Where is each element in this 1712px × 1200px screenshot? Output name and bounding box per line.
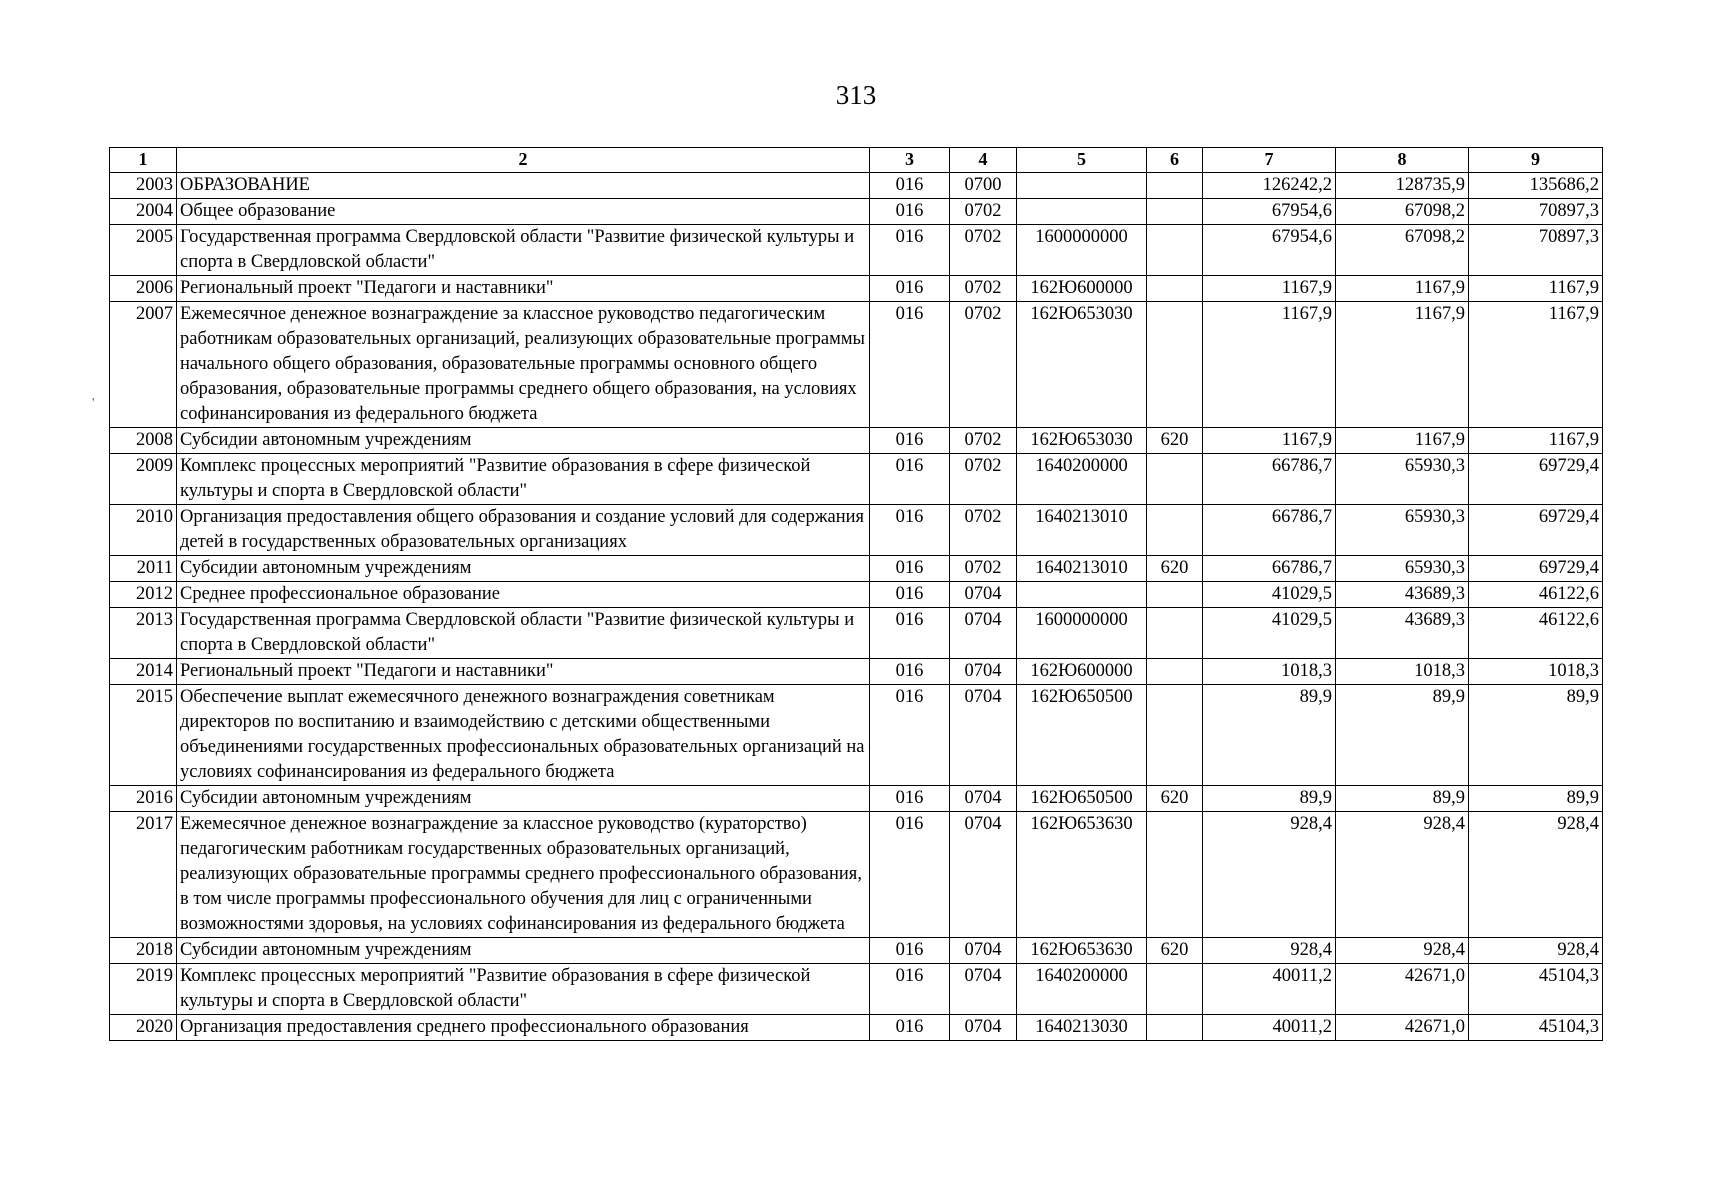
- row-number: 2004: [110, 199, 177, 225]
- target-article-code: [1017, 582, 1147, 608]
- section-code: 0700: [950, 173, 1017, 199]
- row-number: 2017: [110, 812, 177, 938]
- amount-year-1: 1167,9: [1203, 276, 1336, 302]
- table-row: [110, 276, 1603, 302]
- amount-year-3: 1167,9: [1469, 302, 1603, 428]
- amount-year-2: 65930,3: [1336, 454, 1469, 505]
- row-description: Государственная программа Свердловской области "Развитие физической культуры и спорта в Свердловской области": [177, 225, 870, 276]
- expense-type-code: [1147, 582, 1203, 608]
- amount-year-1: 1018,3: [1203, 659, 1336, 685]
- amount-year-3: 69729,4: [1469, 556, 1603, 582]
- table-row: [110, 938, 1603, 964]
- target-article-code: 162Ю600000: [1017, 276, 1147, 302]
- section-code: 0702: [950, 428, 1017, 454]
- amount-year-2: 89,9: [1336, 685, 1469, 786]
- section-code: 0704: [950, 582, 1017, 608]
- amount-year-3: 70897,3: [1469, 199, 1603, 225]
- row-number: 2005: [110, 225, 177, 276]
- amount-year-2: 1167,9: [1336, 302, 1469, 428]
- table-row: [110, 786, 1603, 812]
- row-description: ОБРАЗОВАНИЕ: [177, 173, 870, 199]
- amount-year-3: 46122,6: [1469, 582, 1603, 608]
- amount-year-1: 41029,5: [1203, 608, 1336, 659]
- table-row: [110, 199, 1603, 225]
- section-code: 0702: [950, 199, 1017, 225]
- stray-mark: ': [92, 396, 95, 411]
- ministry-code: 016: [870, 428, 950, 454]
- header-row: [110, 148, 1603, 173]
- column-header: 3: [870, 148, 950, 173]
- expense-type-code: [1147, 454, 1203, 505]
- expense-type-code: [1147, 659, 1203, 685]
- row-number: 2012: [110, 582, 177, 608]
- amount-year-3: 45104,3: [1469, 964, 1603, 1015]
- row-number: 2019: [110, 964, 177, 1015]
- row-description: Комплекс процессных мероприятий "Развитие образования в сфере физической культуры и спорта в Свердловской области": [177, 454, 870, 505]
- amount-year-1: 928,4: [1203, 812, 1336, 938]
- page-number: 313: [835, 80, 877, 110]
- amount-year-1: 1167,9: [1203, 302, 1336, 428]
- amount-year-1: 67954,6: [1203, 199, 1336, 225]
- amount-year-1: 66786,7: [1203, 505, 1336, 556]
- ministry-code: 016: [870, 1015, 950, 1041]
- expense-type-code: 620: [1147, 556, 1203, 582]
- amount-year-3: 135686,2: [1469, 173, 1603, 199]
- amount-year-1: 67954,6: [1203, 225, 1336, 276]
- ministry-code: 016: [870, 302, 950, 428]
- section-code: 0702: [950, 505, 1017, 556]
- row-number: 2014: [110, 659, 177, 685]
- target-article-code: 1600000000: [1017, 225, 1147, 276]
- row-number: 2006: [110, 276, 177, 302]
- table-row: [110, 454, 1603, 505]
- table-row: [110, 659, 1603, 685]
- target-article-code: 162Ю653030: [1017, 302, 1147, 428]
- amount-year-1: 41029,5: [1203, 582, 1336, 608]
- row-description: Региональный проект "Педагоги и наставники": [177, 659, 870, 685]
- row-number: 2020: [110, 1015, 177, 1041]
- amount-year-1: 1167,9: [1203, 428, 1336, 454]
- section-code: 0702: [950, 302, 1017, 428]
- ministry-code: 016: [870, 786, 950, 812]
- table-row: [110, 225, 1603, 276]
- amount-year-1: 66786,7: [1203, 454, 1336, 505]
- row-description: Обеспечение выплат ежемесячного денежного вознаграждения советникам директоров по воспитанию и взаимодействию с детскими общественными объединениями государственных профессиональных образовательных организаций на условиях софинансирования из федерального бюджета: [177, 685, 870, 786]
- column-header: 1: [110, 148, 177, 173]
- expense-type-code: [1147, 608, 1203, 659]
- amount-year-3: 1018,3: [1469, 659, 1603, 685]
- target-article-code: 1640200000: [1017, 964, 1147, 1015]
- row-number: 2015: [110, 685, 177, 786]
- table-row: [110, 428, 1603, 454]
- target-article-code: [1017, 173, 1147, 199]
- amount-year-2: 928,4: [1336, 812, 1469, 938]
- column-header: 7: [1203, 148, 1336, 173]
- amount-year-1: 928,4: [1203, 938, 1336, 964]
- amount-year-3: 89,9: [1469, 685, 1603, 786]
- amount-year-2: 928,4: [1336, 938, 1469, 964]
- row-number: 2018: [110, 938, 177, 964]
- amount-year-2: 65930,3: [1336, 556, 1469, 582]
- amount-year-2: 42671,0: [1336, 964, 1469, 1015]
- table-row: [110, 173, 1603, 199]
- section-code: 0702: [950, 276, 1017, 302]
- column-header: 8: [1336, 148, 1469, 173]
- row-number: 2010: [110, 505, 177, 556]
- target-article-code: 1640213030: [1017, 1015, 1147, 1041]
- amount-year-2: 67098,2: [1336, 225, 1469, 276]
- row-number: 2016: [110, 786, 177, 812]
- target-article-code: 162Ю653630: [1017, 938, 1147, 964]
- amount-year-1: 126242,2: [1203, 173, 1336, 199]
- expense-type-code: [1147, 505, 1203, 556]
- table-row: [110, 582, 1603, 608]
- amount-year-2: 65930,3: [1336, 505, 1469, 556]
- section-code: 0704: [950, 964, 1017, 1015]
- amount-year-2: 89,9: [1336, 786, 1469, 812]
- target-article-code: 1640213010: [1017, 505, 1147, 556]
- amount-year-3: 1167,9: [1469, 276, 1603, 302]
- expense-type-code: 620: [1147, 938, 1203, 964]
- amount-year-2: 43689,3: [1336, 582, 1469, 608]
- table-row: [110, 608, 1603, 659]
- amount-year-2: 1167,9: [1336, 428, 1469, 454]
- ministry-code: 016: [870, 173, 950, 199]
- ministry-code: 016: [870, 199, 950, 225]
- ministry-code: 016: [870, 505, 950, 556]
- row-description: Субсидии автономным учреждениям: [177, 786, 870, 812]
- row-description: Ежемесячное денежное вознаграждение за классное руководство (кураторство) педагогическим работникам государственных образовательных организаций, реализующих образовательные программы среднего профессионального образования, в том числе программы профессионального обучения для лиц с ограниченными возможностями здоровья, на условиях софинансирования из федерального бюджета: [177, 812, 870, 938]
- ministry-code: 016: [870, 685, 950, 786]
- expense-type-code: [1147, 173, 1203, 199]
- row-number: 2003: [110, 173, 177, 199]
- amount-year-3: 928,4: [1469, 812, 1603, 938]
- expense-type-code: [1147, 225, 1203, 276]
- amount-year-3: 69729,4: [1469, 454, 1603, 505]
- expense-type-code: [1147, 1015, 1203, 1041]
- amount-year-3: 1167,9: [1469, 428, 1603, 454]
- row-number: 2013: [110, 608, 177, 659]
- budget-table: [109, 147, 1603, 1041]
- row-number: 2009: [110, 454, 177, 505]
- expense-type-code: [1147, 964, 1203, 1015]
- amount-year-1: 40011,2: [1203, 964, 1336, 1015]
- ministry-code: 016: [870, 659, 950, 685]
- amount-year-3: 70897,3: [1469, 225, 1603, 276]
- column-header: 5: [1017, 148, 1147, 173]
- expense-type-code: [1147, 812, 1203, 938]
- table-body: [110, 173, 1603, 1041]
- expense-type-code: 620: [1147, 428, 1203, 454]
- ministry-code: 016: [870, 608, 950, 659]
- expense-type-code: [1147, 685, 1203, 786]
- row-description: Субсидии автономным учреждениям: [177, 938, 870, 964]
- expense-type-code: 620: [1147, 786, 1203, 812]
- section-code: 0704: [950, 938, 1017, 964]
- row-description: Общее образование: [177, 199, 870, 225]
- section-code: 0702: [950, 556, 1017, 582]
- table-row: [110, 812, 1603, 938]
- target-article-code: 162Ю653030: [1017, 428, 1147, 454]
- amount-year-1: 66786,7: [1203, 556, 1336, 582]
- amount-year-3: 45104,3: [1469, 1015, 1603, 1041]
- ministry-code: 016: [870, 938, 950, 964]
- amount-year-2: 42671,0: [1336, 1015, 1469, 1041]
- target-article-code: 1640213010: [1017, 556, 1147, 582]
- amount-year-3: 69729,4: [1469, 505, 1603, 556]
- amount-year-3: 89,9: [1469, 786, 1603, 812]
- ministry-code: 016: [870, 964, 950, 1015]
- table-row: [110, 1015, 1603, 1041]
- section-code: 0702: [950, 454, 1017, 505]
- amount-year-2: 43689,3: [1336, 608, 1469, 659]
- row-description: Субсидии автономным учреждениям: [177, 428, 870, 454]
- ministry-code: 016: [870, 812, 950, 938]
- amount-year-2: 67098,2: [1336, 199, 1469, 225]
- row-number: 2007: [110, 302, 177, 428]
- row-description: Среднее профессиональное образование: [177, 582, 870, 608]
- expense-type-code: [1147, 199, 1203, 225]
- ministry-code: 016: [870, 556, 950, 582]
- target-article-code: [1017, 199, 1147, 225]
- ministry-code: 016: [870, 276, 950, 302]
- amount-year-2: 128735,9: [1336, 173, 1469, 199]
- amount-year-1: 40011,2: [1203, 1015, 1336, 1041]
- target-article-code: 1600000000: [1017, 608, 1147, 659]
- column-header: 2: [177, 148, 870, 173]
- row-description: Комплекс процессных мероприятий "Развитие образования в сфере физической культуры и спорта в Свердловской области": [177, 964, 870, 1015]
- section-code: 0704: [950, 1015, 1017, 1041]
- amount-year-2: 1018,3: [1336, 659, 1469, 685]
- amount-year-1: 89,9: [1203, 786, 1336, 812]
- row-description: Ежемесячное денежное вознаграждение за классное руководство педагогическим работникам образовательных организаций, реализующих образовательные программы начального общего образования, образовательные программы основного общего образования, образовательные программы среднего общего образования, на условиях софинансирования из федерального бюджета: [177, 302, 870, 428]
- table-row: [110, 685, 1603, 786]
- target-article-code: 162Ю600000: [1017, 659, 1147, 685]
- ministry-code: 016: [870, 454, 950, 505]
- table-row: [110, 964, 1603, 1015]
- table-row: [110, 505, 1603, 556]
- target-article-code: 162Ю650500: [1017, 685, 1147, 786]
- section-code: 0702: [950, 225, 1017, 276]
- section-code: 0704: [950, 685, 1017, 786]
- section-code: 0704: [950, 659, 1017, 685]
- section-code: 0704: [950, 812, 1017, 938]
- row-description: Организация предоставления среднего профессионального образования: [177, 1015, 870, 1041]
- row-description: Организация предоставления общего образования и создание условий для содержания детей в государственных образовательных организациях: [177, 505, 870, 556]
- table-row: [110, 556, 1603, 582]
- amount-year-2: 1167,9: [1336, 276, 1469, 302]
- expense-type-code: [1147, 276, 1203, 302]
- section-code: 0704: [950, 608, 1017, 659]
- expense-type-code: [1147, 302, 1203, 428]
- column-header: 6: [1147, 148, 1203, 173]
- column-header: 4: [950, 148, 1017, 173]
- amount-year-3: 928,4: [1469, 938, 1603, 964]
- ministry-code: 016: [870, 225, 950, 276]
- row-number: 2011: [110, 556, 177, 582]
- target-article-code: 1640200000: [1017, 454, 1147, 505]
- table-row: [110, 302, 1603, 428]
- section-code: 0704: [950, 786, 1017, 812]
- target-article-code: 162Ю650500: [1017, 786, 1147, 812]
- row-description: Государственная программа Свердловской области "Развитие физической культуры и спорта в Свердловской области": [177, 608, 870, 659]
- row-description: Субсидии автономным учреждениям: [177, 556, 870, 582]
- row-number: 2008: [110, 428, 177, 454]
- amount-year-1: 89,9: [1203, 685, 1336, 786]
- target-article-code: 162Ю653630: [1017, 812, 1147, 938]
- amount-year-3: 46122,6: [1469, 608, 1603, 659]
- column-header: 9: [1469, 148, 1603, 173]
- row-description: Региональный проект "Педагоги и наставники": [177, 276, 870, 302]
- ministry-code: 016: [870, 582, 950, 608]
